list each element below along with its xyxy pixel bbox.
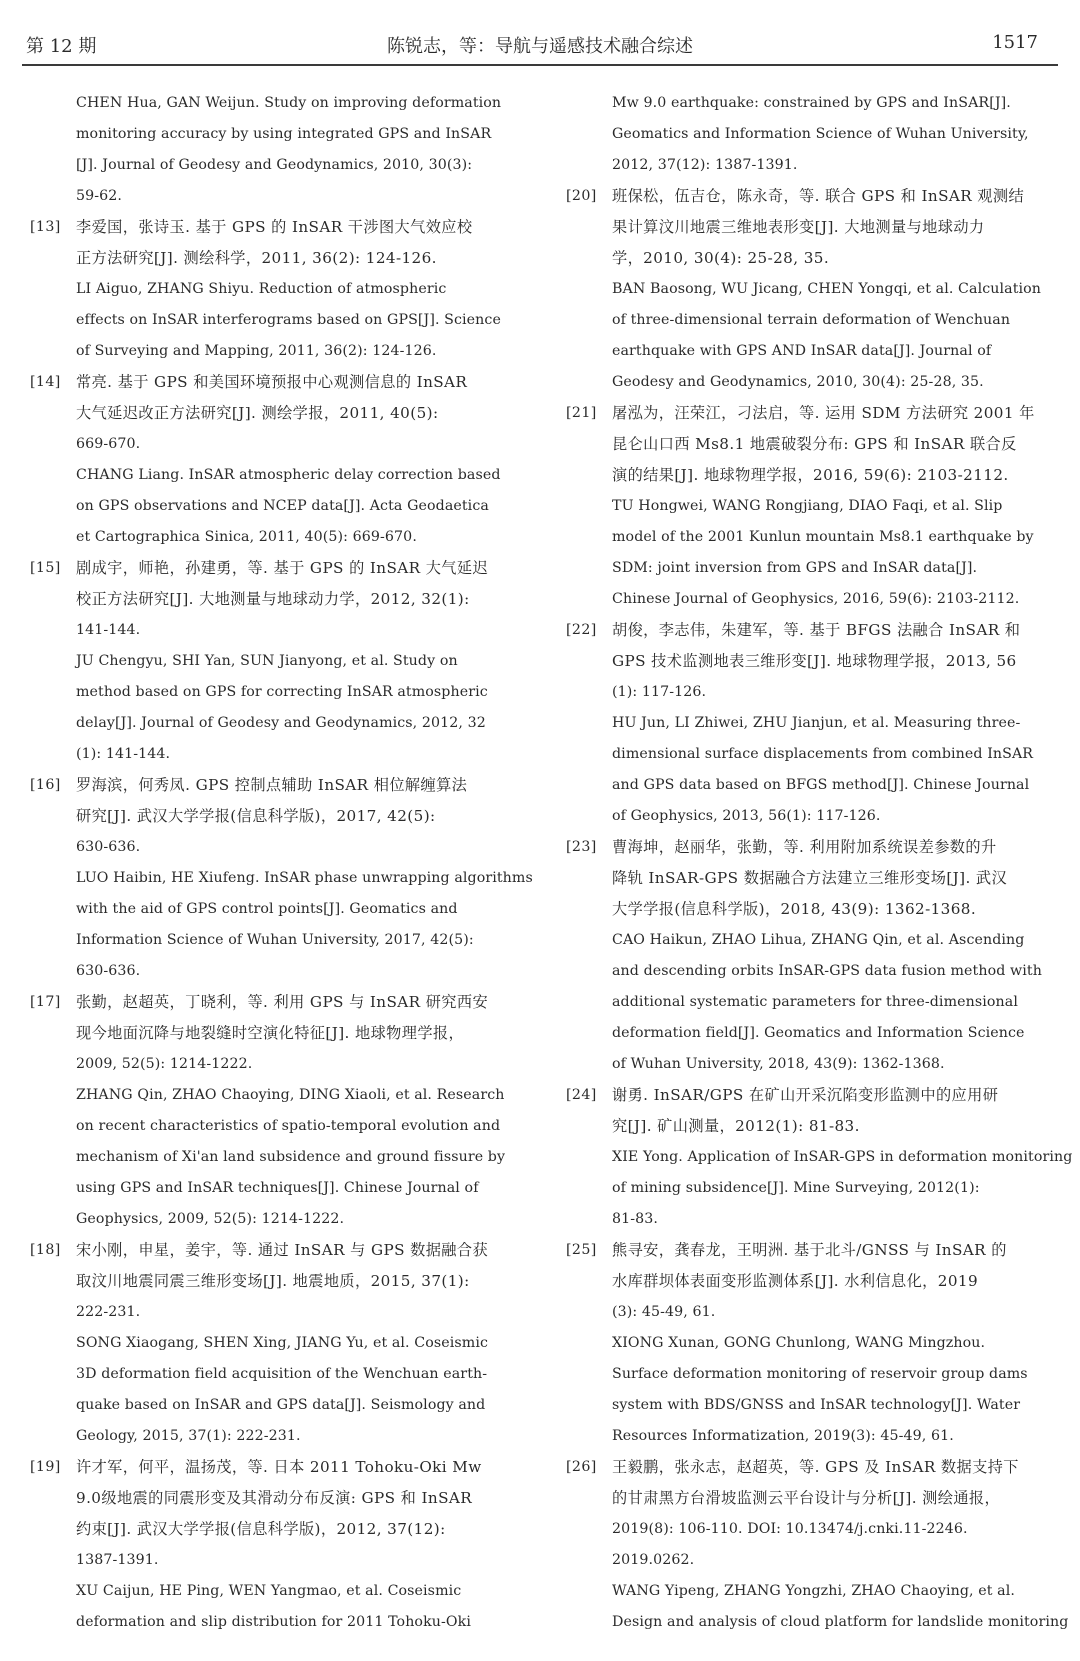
reference-number: [26] — [566, 1459, 597, 1475]
reference-line — [566, 925, 1038, 956]
reference-line — [566, 1576, 1038, 1607]
reference-text: 2009, 52(5): 1214-1222. — [76, 1056, 253, 1072]
reference-line — [566, 646, 1038, 677]
reference-line — [30, 212, 502, 243]
reference-line — [30, 367, 502, 398]
reference-text: and descending orbits InSAR-GPS data fusion method with — [612, 963, 1042, 979]
reference-text: 约束[J]. 武汉大学学报(信息科学版)，2012, 37(12): — [76, 1520, 446, 1538]
reference-text: ZHANG Qin, ZHAO Chaoying, DING Xiaoli, et al. Research — [76, 1087, 505, 1103]
reference-line — [30, 832, 502, 863]
reference-line — [30, 88, 502, 119]
page-number: 1517 — [992, 32, 1038, 53]
reference-line — [566, 429, 1038, 460]
reference-line — [30, 1080, 505, 1111]
reference-text: WANG Yipeng, ZHANG Yongzhi, ZHAO Chaoying, et al. — [612, 1583, 1015, 1599]
reference-text: 222-231. — [76, 1304, 141, 1320]
reference-text: earthquake with GPS AND InSAR data[J]. Journal of — [612, 343, 992, 359]
reference-line — [30, 398, 502, 429]
reference-text: (1): 117-126. — [612, 684, 707, 700]
reference-line — [30, 429, 502, 460]
reference-number: [18] — [30, 1242, 61, 1258]
reference-text: of Geophysics, 2013, 56(1): 117-126. — [612, 808, 881, 824]
reference-text: deformation field[J]. Geomatics and Information Science — [612, 1025, 1025, 1041]
reference-line — [30, 1421, 502, 1452]
reference-line — [566, 708, 1038, 739]
reference-line — [30, 584, 502, 615]
reference-text: on GPS observations and NCEP data[J]. Acta Geodaetica — [76, 498, 489, 514]
reference-line — [30, 1545, 502, 1576]
reference-text: mechanism of Xi'an land subsidence and ground fissure by — [76, 1149, 506, 1165]
reference-number: [13] — [30, 219, 61, 235]
reference-text: 2019(8): 106-110. DOI: 10.13474/j.cnki.11-2246. — [612, 1521, 968, 1537]
reference-line — [566, 491, 1038, 522]
reference-line — [566, 1080, 1038, 1111]
reference-text: 胡俊，李志伟，朱建军，等. 基于 BFGS 法融合 InSAR 和 — [612, 621, 1021, 639]
page-header — [22, 26, 1058, 66]
reference-text: 许才军，何平，温扬茂，等. 日本 2011 Tohoku-Oki Mw — [76, 1458, 482, 1476]
reference-line — [566, 1266, 1038, 1297]
reference-line — [566, 1545, 1038, 1576]
reference-line — [30, 1204, 502, 1235]
reference-line — [566, 88, 1038, 119]
reference-text: 3D deformation field acquisition of the Wenchuan earth- — [76, 1366, 488, 1382]
reference-line — [566, 987, 1038, 1018]
reference-text: GPS 技术监测地表三维形变[J]. 地球物理学报，2013, 56 — [612, 652, 1017, 670]
reference-text: CAO Haikun, ZHAO Lihua, ZHANG Qin, et al. Ascending — [612, 932, 1025, 948]
reference-line — [566, 212, 1038, 243]
reference-number: [14] — [30, 374, 61, 390]
reference-line — [30, 181, 502, 212]
reference-line — [30, 801, 502, 832]
reference-text: et Cartographica Sinica, 2011, 40(5): 669-670. — [76, 529, 417, 545]
reference-text: 果计算汶川地震三维地表形变[J]. 大地测量与地球动力 — [612, 218, 985, 236]
reference-line — [566, 832, 1038, 863]
reference-line — [566, 305, 1038, 336]
reference-line — [30, 150, 502, 181]
reference-text: 大气延迟改正方法研究[J]. 测绘学报，2011, 40(5): — [76, 404, 439, 422]
reference-text: 9.0级地震的同震形变及其滑动分布反演: GPS 和 InSAR — [76, 1489, 473, 1507]
reference-line — [30, 1111, 502, 1142]
reference-number: [25] — [566, 1242, 597, 1258]
reference-line — [566, 894, 1038, 925]
reference-line — [566, 956, 1042, 987]
reference-text: 研究[J]. 武汉大学学报(信息科学版)，2017, 42(5): — [76, 807, 436, 825]
reference-line — [30, 987, 502, 1018]
reference-line — [566, 1483, 1038, 1514]
reference-line — [30, 243, 502, 274]
reference-line — [30, 1359, 502, 1390]
reference-line — [566, 1359, 1038, 1390]
reference-line — [30, 925, 502, 956]
reference-line — [30, 708, 502, 739]
reference-text: 630-636. — [76, 963, 141, 979]
reference-line — [30, 1483, 502, 1514]
reference-line — [566, 1607, 1069, 1638]
reference-line — [30, 336, 502, 367]
reference-number: [21] — [566, 405, 597, 421]
reference-text: (3): 45-49, 61. — [612, 1304, 716, 1320]
reference-text: Geology, 2015, 37(1): 222-231. — [76, 1428, 301, 1444]
reference-line — [566, 1421, 1038, 1452]
reference-text: JU Chengyu, SHI Yan, SUN Jianyong, et al. Study on — [76, 653, 458, 669]
reference-line — [30, 1018, 502, 1049]
reference-line — [566, 181, 1038, 212]
reference-text: 罗海滨，何秀凤. GPS 控制点辅助 InSAR 相位解缠算法 — [76, 776, 468, 794]
reference-text: 曹海坤，赵丽华，张勤，等. 利用附加系统误差参数的升 — [612, 838, 997, 856]
issue-label: 第 12 期 — [26, 36, 97, 57]
reference-text: 究[J]. 矿山测量，2012(1): 81-83. — [612, 1117, 860, 1135]
reference-text: 630-636. — [76, 839, 141, 855]
reference-line — [30, 1049, 502, 1080]
reference-text: 正方法研究[J]. 测绘科学，2011, 36(2): 124-126. — [76, 249, 437, 267]
reference-line — [30, 894, 502, 925]
reference-line — [566, 1204, 1038, 1235]
reference-text: SDM: joint inversion from GPS and InSAR data[J]. — [612, 560, 978, 576]
reference-text: 81-83. — [612, 1211, 659, 1227]
reference-line — [566, 367, 1038, 398]
reference-text: Geomatics and Information Science of Wuhan University, — [612, 126, 1029, 142]
reference-number: [23] — [566, 839, 597, 855]
reference-text: monitoring accuracy by using integrated GPS and InSAR — [76, 126, 492, 142]
reference-number: [16] — [30, 777, 61, 793]
reference-line — [566, 460, 1038, 491]
reference-text: BAN Baosong, WU Jicang, CHEN Yongqi, et al. Calculation — [612, 281, 1042, 297]
reference-line — [30, 863, 533, 894]
reference-line — [566, 150, 1038, 181]
reference-line — [30, 522, 502, 553]
reference-line — [30, 1390, 502, 1421]
reference-number: [24] — [566, 1087, 597, 1103]
reference-line — [566, 677, 1038, 708]
reference-text: 669-670. — [76, 436, 141, 452]
reference-text: Surface deformation monitoring of reservoir group dams — [612, 1366, 1028, 1382]
reference-text: model of the 2001 Kunlun mountain Ms8.1 earthquake by — [612, 529, 1034, 545]
reference-line — [30, 1328, 502, 1359]
reference-line — [566, 553, 1038, 584]
reference-line — [30, 1514, 502, 1545]
reference-text: LUO Haibin, HE Xiufeng. InSAR phase unwrapping algorithms — [76, 870, 533, 886]
reference-text: 降轨 InSAR-GPS 数据融合方法建立三维形变场[J]. 武汉 — [612, 869, 1008, 887]
reference-text: 常亮. 基于 GPS 和美国环境预报中心观测信息的 InSAR — [76, 373, 468, 391]
reference-text: of Wuhan University, 2018, 43(9): 1362-1368. — [612, 1056, 945, 1072]
reference-line — [566, 1328, 1038, 1359]
reference-text: delay[J]. Journal of Geodesy and Geodynamics, 2012, 32 — [76, 715, 486, 731]
reference-text: TU Hongwei, WANG Rongjiang, DIAO Faqi, et al. Slip — [612, 498, 1003, 514]
reference-column-left — [30, 88, 533, 1638]
reference-text: deformation and slip distribution for 2011 Tohoku-Oki — [76, 1614, 471, 1630]
reference-line — [30, 1452, 502, 1483]
reference-text: 演的结果[J]. 地球物理学报，2016, 59(6): 2103-2112. — [612, 466, 1009, 484]
reference-line — [566, 1514, 1038, 1545]
reference-line — [566, 1235, 1038, 1266]
reference-text: with the aid of GPS control points[J]. Geomatics and — [76, 901, 458, 917]
reference-number: [19] — [30, 1459, 61, 1475]
reference-line — [566, 1173, 1038, 1204]
reference-line — [566, 1297, 1038, 1328]
reference-line — [566, 1049, 1038, 1080]
reference-line — [30, 1235, 502, 1266]
reference-text: 水库群坝体表面变形监测体系[J]. 水利信息化，2019 — [612, 1272, 979, 1290]
reference-text: [J]. Journal of Geodesy and Geodynamics, 2010, 30(3): — [76, 157, 473, 173]
reference-text: 谢勇. InSAR/GPS 在矿山开采沉陷变形监测中的应用研 — [612, 1086, 999, 1104]
reference-text: of three-dimensional terrain deformation of Wenchuan — [612, 312, 1011, 328]
reference-line — [566, 398, 1038, 429]
reference-text: 熊寻安，龚春龙，王明洲. 基于北斗/GNSS 与 InSAR 的 — [612, 1241, 1007, 1259]
reference-text: quake based on InSAR and GPS data[J]. Seismology and — [76, 1397, 486, 1413]
reference-text: and GPS data based on BFGS method[J]. Chinese Journal — [612, 777, 1030, 793]
reference-text: 取汶川地震同震三维形变场[J]. 地震地质，2015, 37(1): — [76, 1272, 470, 1290]
reference-text: Design and analysis of cloud platform for landslide monitoring — [612, 1614, 1069, 1630]
reference-text: 大学学报(信息科学版)，2018, 43(9): 1362-1368. — [612, 900, 977, 918]
reference-text: Chinese Journal of Geophysics, 2016, 59(6): 2103-2112. — [612, 591, 1020, 607]
reference-text: HU Jun, LI Zhiwei, ZHU Jianjun, et al. Measuring three- — [612, 715, 1021, 731]
reference-line — [566, 863, 1038, 894]
reference-text: Information Science of Wuhan University, 2017, 42(5): — [76, 932, 474, 948]
reference-text: 的甘肃黑方台滑坡监测云平台设计与分析[J]. 测绘通报， — [612, 1489, 1001, 1507]
reference-text: LI Aiguo, ZHANG Shiyu. Reduction of atmospheric — [76, 281, 447, 297]
reference-text: 宋小刚，申星，姜宇，等. 通过 InSAR 与 GPS 数据融合获 — [76, 1241, 489, 1259]
reference-line — [566, 770, 1038, 801]
reference-text: method based on GPS for correcting InSAR atmospheric — [76, 684, 488, 700]
reference-text: CHEN Hua, GAN Weijun. Study on improving deformation — [76, 95, 502, 111]
reference-line — [566, 739, 1038, 770]
reference-line — [30, 1142, 506, 1173]
reference-text: 学，2010, 30(4): 25-28, 35. — [612, 249, 830, 267]
reference-text: of Surveying and Mapping, 2011, 36(2): 124-126. — [76, 343, 437, 359]
reference-number: [20] — [566, 188, 597, 204]
reference-line — [30, 677, 502, 708]
reference-line — [30, 646, 502, 677]
reference-line — [566, 1018, 1038, 1049]
reference-line — [566, 336, 1038, 367]
reference-text: dimensional surface displacements from combined InSAR — [612, 746, 1034, 762]
reference-line — [566, 1142, 1073, 1173]
reference-line — [30, 1607, 502, 1638]
reference-text: 141-144. — [76, 622, 141, 638]
reference-text: additional systematic parameters for three-dimensional — [612, 994, 1018, 1010]
reference-text: system with BDS/GNSS and InSAR technology[J]. Water — [612, 1397, 1021, 1413]
reference-text: SONG Xiaogang, SHEN Xing, JIANG Yu, et al. Coseismic — [76, 1335, 489, 1351]
reference-text: XIONG Xunan, GONG Chunlong, WANG Mingzhou. — [612, 1335, 986, 1351]
reference-line — [30, 956, 502, 987]
reference-text: 现今地面沉降与地裂缝时空演化特征[J]. 地球物理学报， — [76, 1024, 465, 1042]
reference-line — [30, 1297, 502, 1328]
reference-column-right — [566, 88, 1073, 1638]
reference-text: 59-62. — [76, 188, 123, 204]
reference-line — [30, 491, 502, 522]
reference-line — [566, 274, 1042, 305]
reference-line — [30, 1173, 502, 1204]
reference-text: effects on InSAR interferograms based on GPS[J]. Science — [76, 312, 501, 328]
reference-text: of mining subsidence[J]. Mine Surveying, 2012(1): — [612, 1180, 980, 1196]
reference-line — [566, 1111, 1038, 1142]
reference-line — [30, 305, 502, 336]
reference-line — [566, 1390, 1038, 1421]
reference-line — [30, 1576, 502, 1607]
reference-text: XU Caijun, HE Ping, WEN Yangmao, et al. Coseismic — [76, 1583, 462, 1599]
reference-line — [566, 522, 1038, 553]
reference-line — [30, 553, 502, 584]
reference-text: 班保松，伍吉仓，陈永奇，等. 联合 GPS 和 InSAR 观测结 — [612, 187, 1025, 205]
reference-line — [30, 274, 502, 305]
reference-text: 屠泓为，汪荣江，刁法启，等. 运用 SDM 方法研究 2001 年 — [612, 404, 1035, 422]
reference-text: 王毅鹏，张永志，赵超英，等. GPS 及 InSAR 数据支持下 — [612, 1458, 1019, 1476]
reference-text: 剧成宇，师艳，孙建勇，等. 基于 GPS 的 InSAR 大气延迟 — [76, 559, 489, 577]
reference-line — [566, 243, 1038, 274]
reference-text: 2019.0262. — [612, 1552, 695, 1568]
reference-text: Resources Informatization, 2019(3): 45-49, 61. — [612, 1428, 954, 1444]
reference-text: Mw 9.0 earthquake: constrained by GPS and InSAR[J]. — [612, 95, 1011, 111]
reference-text: CHANG Liang. InSAR atmospheric delay correction based — [76, 467, 501, 483]
reference-text: 昆仑山口西 Ms8.1 地震破裂分布: GPS 和 InSAR 联合反 — [612, 435, 1017, 453]
reference-line — [566, 1452, 1038, 1483]
reference-text: using GPS and InSAR techniques[J]. Chinese Journal of — [76, 1180, 479, 1196]
reference-text: 张勤，赵超英，丁晓利，等. 利用 GPS 与 InSAR 研究西安 — [76, 993, 489, 1011]
reference-text: 2012, 37(12): 1387-1391. — [612, 157, 798, 173]
running-title: 陈锐志，等：导航与遥感技术融合综述 — [387, 36, 693, 57]
reference-number: [15] — [30, 560, 61, 576]
reference-line — [30, 739, 502, 770]
reference-line — [566, 801, 1038, 832]
reference-line — [566, 119, 1038, 150]
reference-line — [30, 1266, 502, 1297]
reference-text: on recent characteristics of spatio-temporal evolution and — [76, 1118, 501, 1134]
reference-line — [566, 615, 1038, 646]
reference-text: 1387-1391. — [76, 1552, 159, 1568]
reference-number: [22] — [566, 622, 597, 638]
reference-text: Geodesy and Geodynamics, 2010, 30(4): 25-28, 35. — [612, 374, 984, 390]
reference-number: [17] — [30, 994, 61, 1010]
reference-text: XIE Yong. Application of InSAR-GPS in deformation monitoring — [612, 1149, 1073, 1165]
reference-line — [30, 770, 502, 801]
reference-text: (1): 141-144. — [76, 746, 171, 762]
reference-line — [30, 460, 502, 491]
reference-text: Geophysics, 2009, 52(5): 1214-1222. — [76, 1211, 345, 1227]
reference-text: 校正方法研究[J]. 大地测量与地球动力学，2012, 32(1): — [76, 590, 470, 608]
reference-text: 李爱国，张诗玉. 基于 GPS 的 InSAR 干涉图大气效应校 — [76, 218, 473, 236]
reference-line — [30, 119, 502, 150]
reference-line — [30, 615, 502, 646]
reference-line — [566, 584, 1038, 615]
